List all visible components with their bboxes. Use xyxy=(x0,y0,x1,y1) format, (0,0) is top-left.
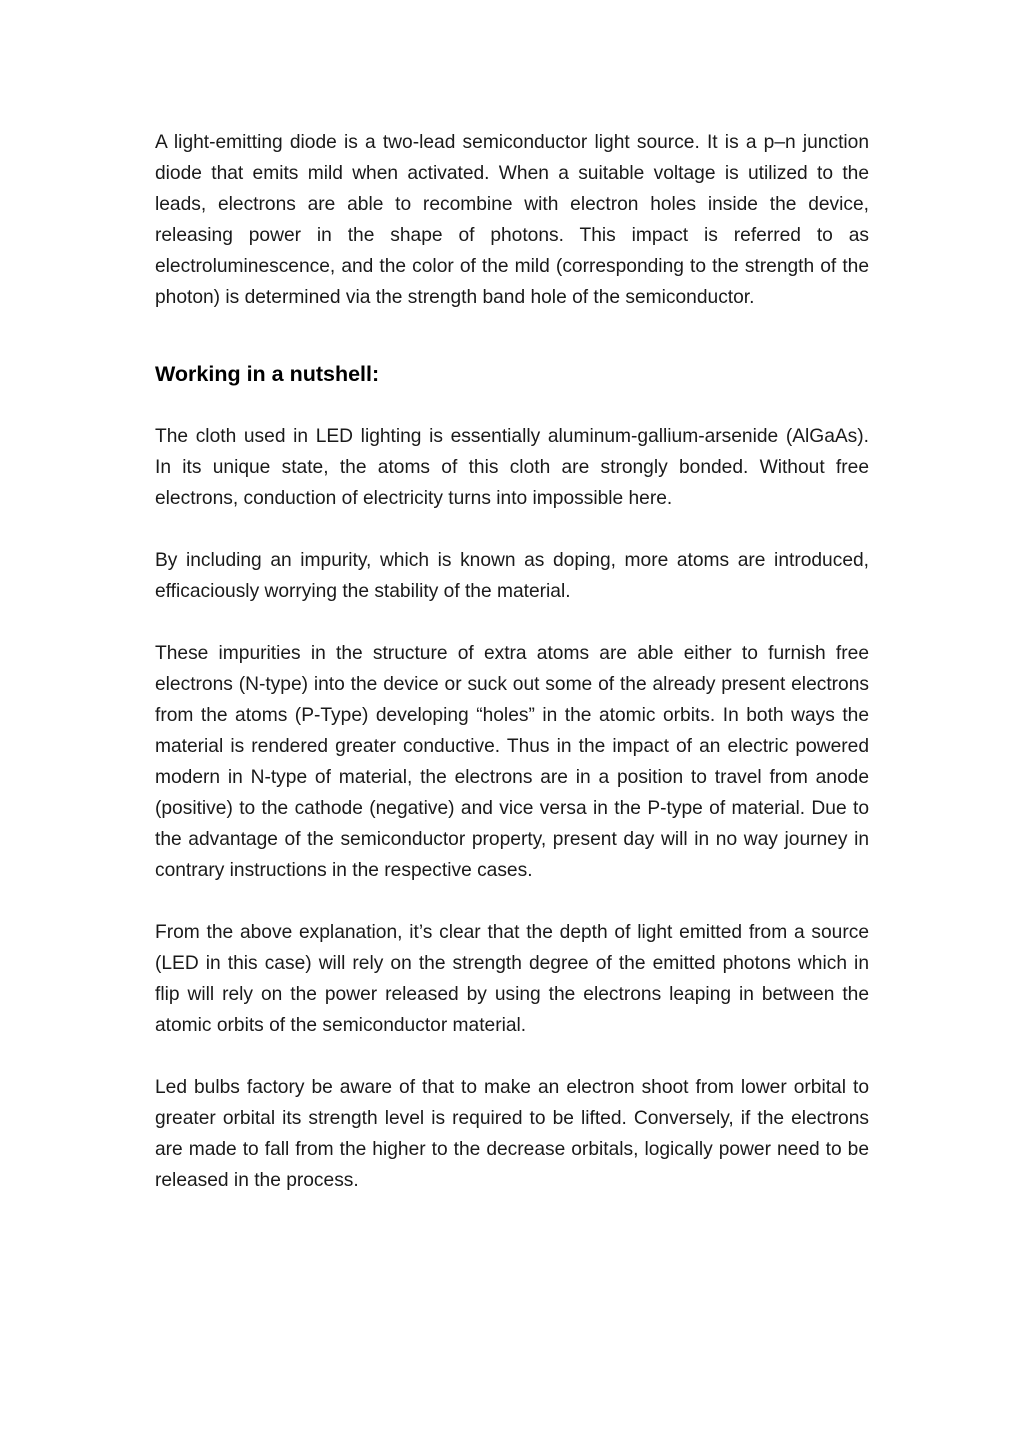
section-heading: Working in a nutshell: xyxy=(155,362,380,386)
body-paragraph: From the above explanation, it’s clear that the depth of light emitted from a source (LED in this case) will rely on the strength degree of the emitted photons which in flip will rely on the power released by using the electrons leaping in between the atomic orbits of the semiconductor material. xyxy=(155,922,869,1036)
body-paragraph: Led bulbs factory be aware of that to make an electron shoot from lower orbital to greater orbital its strength level is required to be lifted. Conversely, if the electrons are made to fall from the higher to the decrease orbitals, logically power need to be released in the process. xyxy=(155,1077,869,1191)
document-body xyxy=(155,127,869,1227)
body-paragraph: By including an impurity, which is known as doping, more atoms are introduced, efficaciously worrying the stability of the material. xyxy=(155,550,869,602)
body-paragraph: These impurities in the structure of extra atoms are able either to furnish free electrons (N-type) into the device or suck out some of the already present electrons from the atoms (P-Type) developing “holes” in the atomic orbits. In both ways the material is rendered greater conductive. Thus in the impact of an electric powered modern in N-type of material, the electrons are in a position to travel from anode (positive) to the cathode (negative) and vice versa in the P-type of material. Due to the advantage of the semiconductor property, present day will in no way journey in contrary instructions in the respective cases. xyxy=(155,643,869,881)
body-paragraph: The cloth used in LED lighting is essentially aluminum-gallium-arsenide (AlGaAs). In its unique state, the atoms of this cloth are strongly bonded. Without free electrons, conduction of electricity turns into impossible here. xyxy=(155,426,869,509)
intro-paragraph: A light-emitting diode is a two-lead semiconductor light source. It is a p–n junction diode that emits mild when activated. When a suitable voltage is utilized to the leads, electrons are able to recombine with electron holes inside the device, releasing power in the shape of photons. This impact is referred to as electroluminescence, and the color of the mild (corresponding to the strength of the photon) is determined via the strength band hole of the semiconductor. xyxy=(155,132,869,308)
